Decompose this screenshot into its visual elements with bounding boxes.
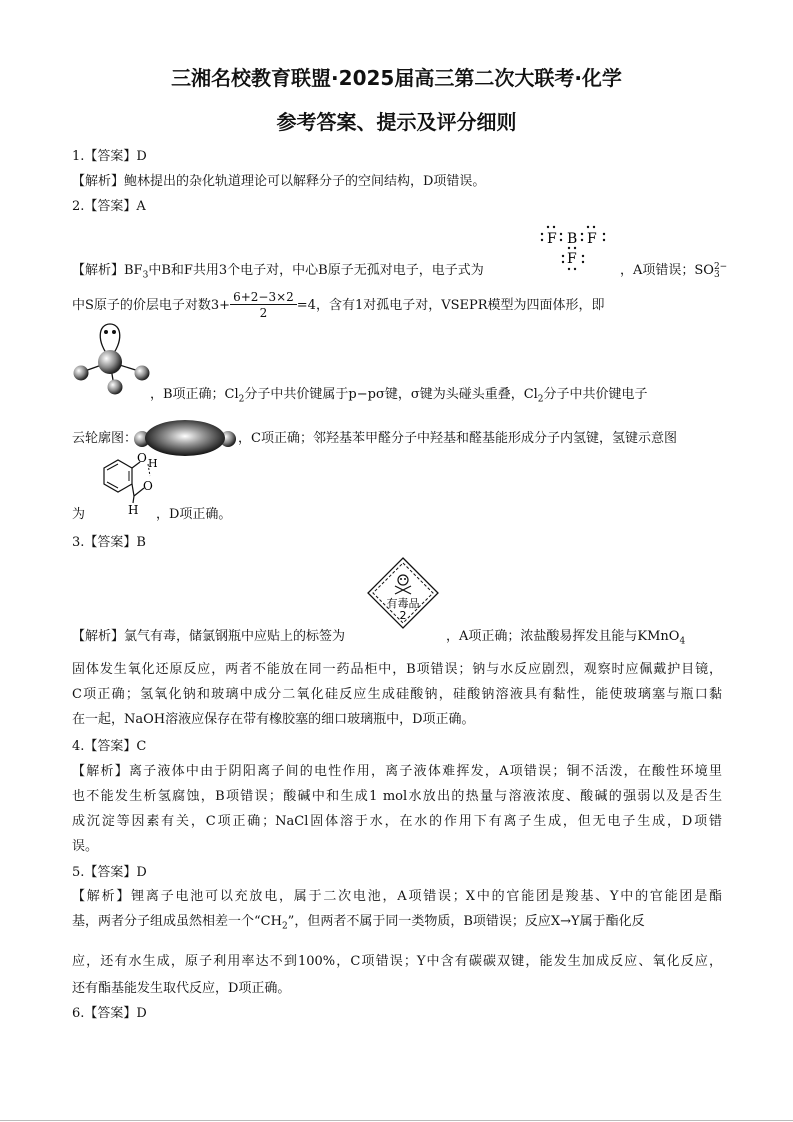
q3-kmno4-sub: 4 xyxy=(679,636,686,647)
q2-bf3-sub: 3 xyxy=(142,270,149,281)
q2-line3-b: 分子中共价键属于p−pσ键，σ键为头碰头重叠，Cl xyxy=(244,387,538,402)
hazard-label-text: 有毒品 xyxy=(386,597,420,610)
q2-line2-b: =4，含有1对孤电子对，VSEPR模型为四面体形，即 xyxy=(296,298,605,313)
central-atom xyxy=(98,350,122,374)
q4-line1: 【解析】离子液体中由于阴阳离子间的电性作用，离子液体难挥发，A项错误；铜不活泼，在酸性环境里 xyxy=(72,764,722,779)
q2-cl2-sub: 2 xyxy=(238,394,245,405)
q3-line1 xyxy=(72,628,345,646)
lewis-f-right: F xyxy=(587,231,597,247)
q2-line1-c: ，A项错误；SO xyxy=(620,263,714,278)
hazard-label-number: 2 xyxy=(399,609,407,622)
q2-line3 xyxy=(150,386,648,409)
q2-frac-num: 6+2−3×2 xyxy=(230,290,297,305)
q2-line2-a: 中S原子的价层电子对数3+ xyxy=(72,298,231,313)
q2-line4 xyxy=(72,430,137,448)
benzene-ring xyxy=(104,460,132,492)
q5-line3: 应，还有水生成，原子利用率达不到100%，C项错误；Y中含有碳碳双键，能发生加成反应、氧化反应， xyxy=(72,954,722,969)
lewis-f-bottom: F xyxy=(567,251,577,267)
page-title: 三湘名校教育联盟·2025届高三第二次大联考·化学 xyxy=(171,66,622,90)
q3-line2: 固体发生氧化还原反应，两者不能放在同一药品柜中，B项错误；钠与水反应剧烈，观察时应佩戴护目镜， xyxy=(72,662,722,677)
lewis-f-left: F xyxy=(547,231,557,247)
q5-line2-a: 基，两者分子组成虽然相差一个“CH xyxy=(72,914,282,929)
bf3-lewis-structure xyxy=(533,222,613,272)
q4-answer: 4.【答案】C xyxy=(72,739,147,754)
q3-answer: 3.【答案】B xyxy=(72,535,146,550)
q3-line3: C项正确；氢氧化钠和玻璃中成分二氧化硅反应生成硅酸钠，硅酸钠溶液具有黏性，能使玻璃塞与瓶口黏 xyxy=(72,687,722,702)
q2-frac-den: 2 xyxy=(259,306,268,320)
q2-line5-a: 为 xyxy=(72,507,86,522)
bottom-rule xyxy=(0,1120,793,1121)
outer-atom-right xyxy=(135,366,150,381)
q4-line2: 也不能发生析氢腐蚀，B项错误；酸碱中和生成1 mol水放出的热量与溶液浓度、酸碱的强弱以及是否生 xyxy=(72,789,722,804)
q2-line2 xyxy=(72,290,605,321)
q5-answer: 5.【答案】D xyxy=(72,865,147,880)
q2-answer: 2.【答案】A xyxy=(72,199,146,214)
page-subtitle: 参考答案、提示及评分细则 xyxy=(276,110,517,134)
q5-line4: 还有酯基能发生取代反应，D项正确。 xyxy=(72,981,291,996)
q2-line1-right xyxy=(620,262,727,280)
q2-fraction xyxy=(230,290,297,321)
q2-so3-charge: 2− xyxy=(713,261,728,272)
q4-line3: 成沉淀等因素有关，C项正确；NaCl固体溶于水，在水的作用下有离子生成，但无电子生成，D项错 xyxy=(72,814,722,829)
q2-line4-a: 云轮廓图： xyxy=(72,431,138,446)
q2-line5-b: ，D项正确。 xyxy=(156,507,232,522)
lewis-b: B xyxy=(567,231,578,247)
q3-line1-a: 【解析】氯气有毒，储氯钢瓶中应贴上的标签为 xyxy=(72,629,346,644)
q2-line4-b: ，C项正确；邻羟基苯甲醛分子中羟基和醛基能形成分子内氢键，氢键示意图 xyxy=(238,431,677,446)
q2-line5-right xyxy=(156,506,231,524)
q3-line1-right xyxy=(446,628,685,651)
q5-line1: 【解析】锂离子电池可以充放电，属于二次电池，A项错误；X中的官能团是羧基、Y中的官能团是酯 xyxy=(72,889,722,904)
q3-line4: 在一起，NaOH溶液应保存在带有橡胶塞的细口玻璃瓶中，D项正确。 xyxy=(72,712,475,727)
q2-line1-a: 【解析】BF xyxy=(72,263,143,278)
hb-hydrogen-top: H xyxy=(148,457,158,470)
q2-so3-sub: 3 xyxy=(713,269,720,280)
hb-oxygen-top: O xyxy=(137,451,147,465)
q2-line1 xyxy=(72,262,484,285)
vsepr-tetrahedral-model xyxy=(70,318,160,400)
q2-line1-b: 中B和F共用3个电子对，中心B原子无孤对电子，电子式为 xyxy=(148,263,484,278)
q2-line5 xyxy=(72,506,85,524)
q5-line2 xyxy=(72,913,645,936)
q2-line3-a: ，B项正确；Cl xyxy=(150,387,239,402)
outer-atom-left xyxy=(74,366,89,381)
hb-hydrogen-bottom: H xyxy=(128,503,139,517)
q3-line1-b: ，A项正确；浓盐酸易挥发且能与KMnO xyxy=(446,629,680,644)
q1-analysis: 【解析】鲍林提出的杂化轨道理论可以解释分子的空间结构，D项错误。 xyxy=(72,174,486,189)
q2-cl2-sub-2: 2 xyxy=(537,394,544,405)
q1-answer: 1.【答案】D xyxy=(72,149,147,164)
outer-atom-bottom xyxy=(108,380,123,395)
q2-line3-c: 分子中共价键电子 xyxy=(543,387,648,402)
q2-line4-right xyxy=(238,430,677,448)
toxic-hazard-label xyxy=(366,556,440,630)
q6-answer: 6.【答案】D xyxy=(72,1006,147,1021)
q4-line4: 误。 xyxy=(72,839,99,854)
q5-ch2-sub: 2 xyxy=(281,921,288,932)
hb-oxygen-bottom: O xyxy=(143,479,153,493)
q5-line2-b: ”，但两者不属于同一类物质，B项错误；反应X→Y属于酯化反 xyxy=(287,914,645,929)
hydrogen-bond-structure xyxy=(84,450,164,520)
